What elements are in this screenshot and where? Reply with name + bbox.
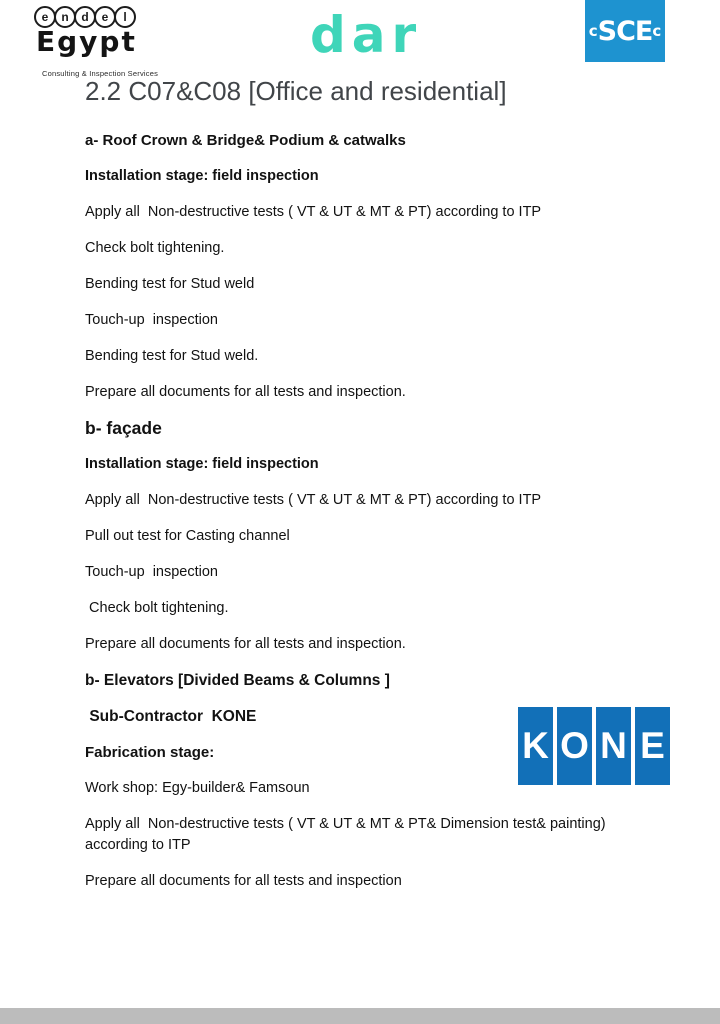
endel-letter-icon: e <box>94 6 116 28</box>
paragraph: Work shop: Egy-builder& Famsoun <box>85 780 310 796</box>
endel-letter-icon: n <box>54 6 76 28</box>
kone-logo <box>518 707 670 785</box>
endel-egypt-wordmark: Egypt <box>36 25 137 58</box>
paragraph: Apply all Non-destructive tests ( VT & UT & MT & PT) according to ITP <box>85 492 542 508</box>
stage-heading: Installation stage: field inspection <box>85 456 319 472</box>
cscec-letter: c <box>652 21 662 40</box>
paragraph: Bending test for Stud weld. <box>85 348 259 364</box>
dar-logo: dar <box>310 6 423 64</box>
stage-heading: Fabrication stage: <box>85 744 215 761</box>
kone-tile: E <box>635 707 670 785</box>
cscec-letter: E <box>634 15 653 47</box>
paragraph: Bending test for Stud weld <box>85 276 255 292</box>
endel-letter-icon: d <box>74 6 96 28</box>
paragraph: Touch-up inspection <box>85 564 218 580</box>
cscec-logo <box>585 0 665 62</box>
endel-tagline: Consulting & Inspection Services <box>42 69 159 78</box>
paragraph: Check bolt tightening. <box>85 240 225 256</box>
paragraph: Check bolt tightening. <box>85 600 229 616</box>
paragraph: Touch-up inspection <box>85 312 218 328</box>
kone-tile: O <box>557 707 592 785</box>
cscec-letter: S <box>597 15 617 47</box>
page-bottom-bar <box>0 1008 720 1024</box>
subcontractor-heading: Sub-Contractor KONE <box>85 708 257 725</box>
stage-heading: Installation stage: field inspection <box>85 168 319 184</box>
paragraph: Prepare all documents for all tests and inspection <box>85 873 402 889</box>
paragraph: Apply all Non-destructive tests ( VT & UT & MT & PT& Dimension test& painting) according to ITP <box>85 816 610 853</box>
kone-tile: N <box>596 707 631 785</box>
kone-tile: K <box>518 707 553 785</box>
section-heading: a- Roof Crown & Bridge& Podium & catwalks <box>85 132 406 149</box>
endel-letter-icon: e <box>34 6 56 28</box>
section-heading: b- Elevators [Divided Beams & Columns ] <box>85 672 390 689</box>
cscec-letter: c <box>588 21 598 40</box>
section-heading: b- façade <box>85 418 162 438</box>
endel-egypt-logo <box>34 6 164 78</box>
paragraph: Prepare all documents for all tests and inspection. <box>85 636 406 652</box>
paragraph: Prepare all documents for all tests and inspection. <box>85 384 406 400</box>
page-title: 2.2 C07&C08 [Office and residential] <box>85 76 507 106</box>
paragraph: Apply all Non-destructive tests ( VT & UT & MT & PT) according to ITP <box>85 204 542 220</box>
cscec-letter: C <box>616 15 635 47</box>
endel-letter-icon: l <box>114 6 136 28</box>
paragraph: Pull out test for Casting channel <box>85 528 290 544</box>
